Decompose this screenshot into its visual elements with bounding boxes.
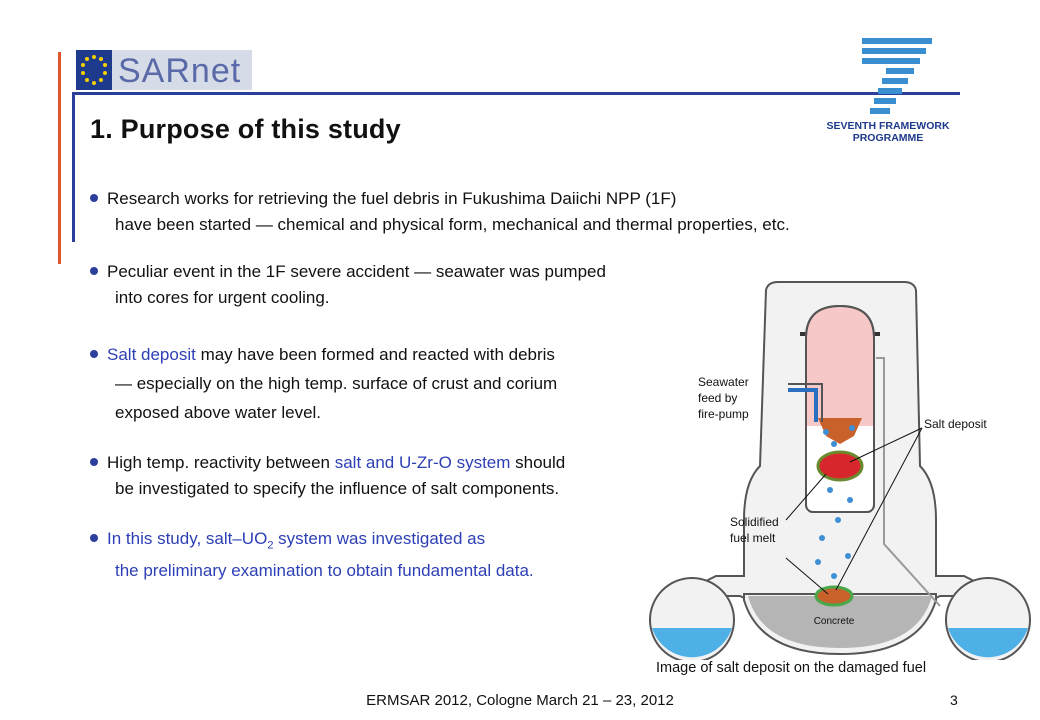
figure-caption: Image of salt deposit on the damaged fuel xyxy=(656,660,927,676)
fp7-line2: PROGRAMME xyxy=(852,132,924,144)
bullet-3-line3: exposed above water level. xyxy=(115,403,322,422)
bullet-dot xyxy=(90,534,98,542)
bullet-3-line1: may have been formed and reacted with debris xyxy=(195,345,555,364)
pool-water-right xyxy=(948,628,1028,657)
bullet-4-line2: be investigated to specify the influence of salt components. xyxy=(115,479,560,498)
concrete-label: Concrete xyxy=(813,616,855,627)
bullet-4-highlight: salt and U-Zr-O system xyxy=(334,453,511,472)
fuel-melt-label xyxy=(730,514,779,546)
bullet-3-highlight: Salt deposit xyxy=(107,345,196,364)
footer-text: ERMSAR 2012, Cologne March 21 – 23, 2012 xyxy=(366,692,674,709)
bullet-3 xyxy=(90,340,557,427)
bullet-4-pre: High temp. reactivity between xyxy=(107,453,335,472)
fp7-line1: SEVENTH FRAMEWORK xyxy=(826,120,950,132)
bullet-dot xyxy=(90,350,98,358)
seawater-label-3: fire-pump xyxy=(698,407,749,421)
bullet-2-line1: Peculiar event in the 1F severe accident — seawater was pumped xyxy=(107,262,606,281)
bullet-5-subscript: 2 xyxy=(267,539,274,552)
fuel-melt-label-2: fuel melt xyxy=(730,531,776,545)
bullet-4 xyxy=(90,450,565,502)
bullet-5-line1a: In this study, salt–UO xyxy=(107,529,268,548)
bullet-3-line2: — especially on the high temp. surface of crust and corium xyxy=(115,374,558,393)
bullet-dot xyxy=(90,267,98,275)
page-title: 1. Purpose of this study xyxy=(90,114,401,144)
seawater-label-2: feed by xyxy=(698,391,738,405)
bullet-2 xyxy=(90,259,606,311)
bullet-4-post: should xyxy=(510,453,566,472)
bullet-5 xyxy=(90,526,534,584)
pool-water-left xyxy=(652,628,732,657)
corium-floor xyxy=(816,587,852,605)
bullet-dot xyxy=(90,458,98,466)
fp7-logo xyxy=(826,34,950,146)
bullet-1-line2: have been started — chemical and physical form, mechanical and thermal properties, etc. xyxy=(115,215,790,234)
salt-deposit-label: Salt deposit xyxy=(924,417,987,431)
bullet-1 xyxy=(90,186,790,238)
bullet-5-line1b: system was investigated as xyxy=(273,529,486,548)
seawater-label-1: Seawater xyxy=(698,375,749,389)
sarnet-logo-text: SARnet xyxy=(118,52,242,90)
title-rule-vertical xyxy=(72,94,75,242)
bullet-2-line2: into cores for urgent cooling. xyxy=(115,288,330,307)
left-accent-bar xyxy=(58,52,61,264)
bullet-dot xyxy=(90,194,98,202)
fuel-melt-label-1: Solidified xyxy=(730,515,779,529)
page-number: 3 xyxy=(950,692,958,708)
seawater-label xyxy=(698,374,749,422)
bullet-1-line1: Research works for retrieving the fuel debris in Fukushima Daiichi NPP (1F) xyxy=(107,189,677,208)
sarnet-logo xyxy=(76,50,252,90)
reactor-diagram xyxy=(640,276,1040,660)
bullet-5-line2: the preliminary examination to obtain fundamental data. xyxy=(115,561,534,581)
